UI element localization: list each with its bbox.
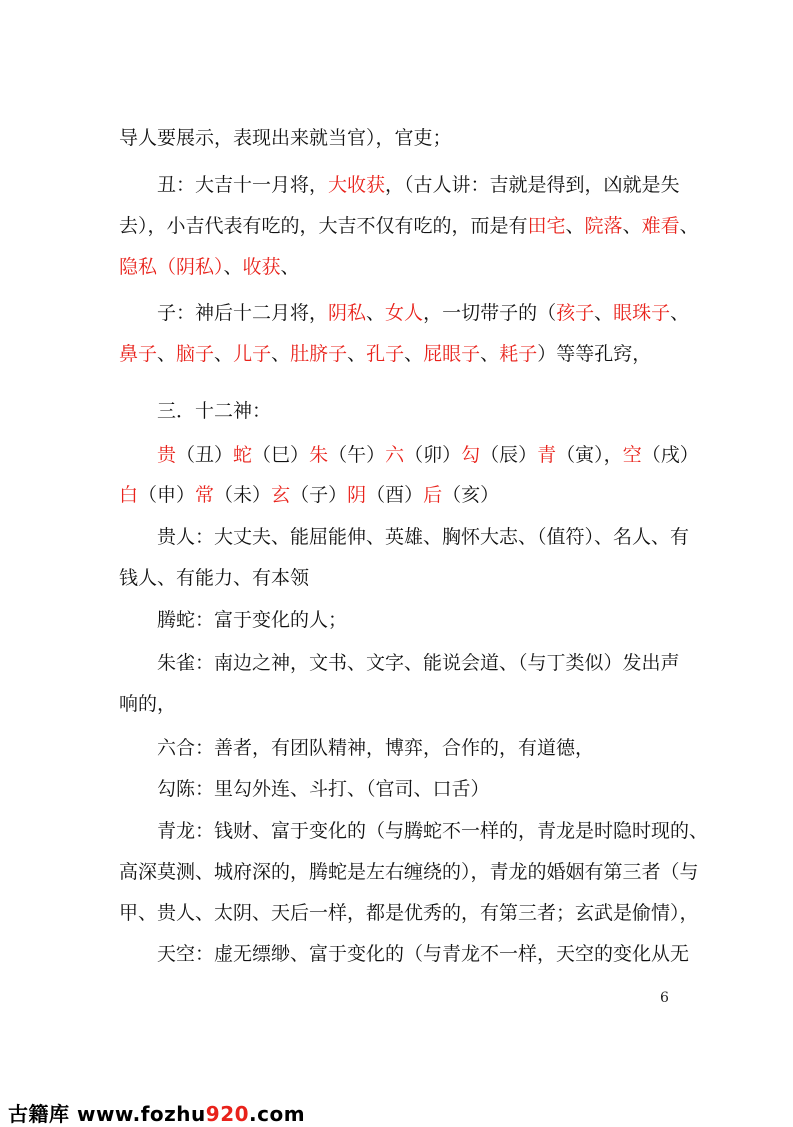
highlighted-term: 蛇: [233, 444, 253, 466]
text-segment: 三．十二神：: [157, 400, 272, 422]
highlighted-term: 常: [195, 484, 215, 506]
text-segment: 丑：大吉十一月将，: [157, 174, 329, 196]
text-segment: （卯）: [404, 444, 462, 466]
text-segment: 、: [214, 343, 234, 365]
text-line: [157, 607, 347, 633]
text-line: [119, 691, 176, 717]
text-segment: （未）: [214, 484, 272, 506]
highlighted-term: 难看: [641, 215, 680, 237]
highlighted-term: 隐私（阴私）: [119, 256, 224, 278]
highlighted-term: 贵: [157, 444, 177, 466]
highlighted-term: 收获: [242, 256, 281, 278]
text-segment: 、: [679, 215, 699, 237]
highlighted-term: 白: [119, 484, 139, 506]
text-segment: 天空：虚无缥缈、富于变化的（与青龙不一样，天空的变化从无: [157, 943, 690, 965]
text-segment: （亥）: [442, 484, 500, 506]
highlighted-term: 孔子: [366, 343, 405, 365]
text-segment: （辰）: [480, 444, 538, 466]
highlighted-term: 屁眼子: [423, 343, 481, 365]
text-segment: 、: [347, 343, 367, 365]
text-segment: 钱人、有能力、有本领: [119, 567, 310, 589]
text-segment: 高深莫测、城府深的，腾蛇是左右缠绕的），青龙的婚姻有第三者（与: [119, 861, 699, 883]
text-segment: 贵人：大丈夫、能屈能伸、英雄、胸怀大志、（值符）、名人、有: [157, 526, 690, 548]
text-segment: 六合：善者，有团队精神，博弈，合作的，有道德，: [157, 737, 595, 759]
text-line: [157, 818, 708, 844]
text-line: [157, 172, 680, 198]
highlighted-term: 儿子: [233, 343, 272, 365]
text-segment: 、: [670, 302, 690, 324]
text-segment: ，（古人讲：吉就是得到，凶就是失: [385, 174, 680, 196]
watermark-prefix: 古籍库 www.fozhu: [8, 1102, 206, 1126]
text-segment: 子：神后十二月将，: [157, 302, 329, 324]
text-segment: （子）: [290, 484, 348, 506]
text-segment: （午）: [328, 444, 386, 466]
text-line: [157, 398, 271, 424]
text-line: [119, 341, 651, 367]
highlighted-term: 田宅: [527, 215, 566, 237]
text-segment: 、: [157, 343, 177, 365]
text-line: [157, 300, 689, 326]
highlighted-term: 鼻子: [119, 343, 158, 365]
highlighted-term: 玄: [271, 484, 291, 506]
text-line: [157, 442, 699, 468]
text-segment: 腾蛇：富于变化的人；: [157, 609, 348, 631]
text-line: [119, 213, 699, 239]
highlighted-term: 眼珠子: [613, 302, 671, 324]
text-segment: （寅），: [556, 444, 623, 466]
highlighted-term: 耗子: [499, 343, 538, 365]
highlighted-term: 朱: [309, 444, 329, 466]
text-segment: 青龙：钱财、富于变化的（与腾蛇不一样的，青龙是时隐时现的、: [157, 820, 709, 842]
highlighted-term: 孩子: [556, 302, 595, 324]
text-segment: 去），小吉代表有吃的，大吉不仅有吃的，而是有: [119, 215, 528, 237]
text-line: [157, 735, 594, 761]
text-segment: 、: [223, 256, 243, 278]
text-segment: 甲、贵人、太阴、天后一样，都是优秀的，有第三者；玄武是偷情），: [119, 902, 699, 924]
text-line: [157, 941, 689, 967]
site-watermark[interactable]: [8, 1098, 305, 1127]
text-line: [119, 125, 452, 151]
text-segment: 、: [594, 302, 614, 324]
text-line: [119, 565, 309, 591]
text-segment: ，一切带子的（: [423, 302, 557, 324]
text-segment: 、: [271, 343, 291, 365]
text-segment: 朱雀：南边之神，文书、文字、能说会道、（与丁类似）发出声: [157, 652, 680, 674]
text-segment: （酉）: [366, 484, 424, 506]
text-line: [119, 900, 699, 926]
highlighted-term: 阴私: [328, 302, 367, 324]
text-segment: ）等等孔窍，: [537, 343, 652, 365]
text-segment: 、: [565, 215, 585, 237]
page-number: 6: [660, 990, 669, 1006]
text-line: [157, 776, 490, 802]
text-line: [119, 482, 499, 508]
text-segment: 、: [280, 256, 300, 278]
text-segment: （丑）: [176, 444, 234, 466]
text-line: [119, 254, 300, 280]
highlighted-term: 后: [423, 484, 443, 506]
highlighted-term: 勾: [461, 444, 481, 466]
highlighted-term: 大收获: [328, 174, 386, 196]
highlighted-term: 女人: [385, 302, 424, 324]
text-segment: 、: [404, 343, 424, 365]
text-segment: （巳）: [252, 444, 310, 466]
text-line: [119, 859, 699, 885]
highlighted-term: 六: [385, 444, 405, 466]
highlighted-term: 空: [622, 444, 642, 466]
highlighted-term: 阴: [347, 484, 367, 506]
highlighted-term: 青: [537, 444, 557, 466]
watermark-suffix: .com: [249, 1102, 306, 1126]
text-segment: （申）: [138, 484, 196, 506]
highlighted-term: 院落: [584, 215, 623, 237]
highlighted-term: 脑子: [176, 343, 215, 365]
text-line: [157, 650, 680, 676]
text-segment: （戌）: [641, 444, 699, 466]
text-segment: 、: [480, 343, 500, 365]
text-segment: 勾陈：里勾外连、斗打、（官司、口舌）: [157, 778, 490, 800]
watermark-highlight: 920: [205, 1102, 250, 1126]
text-segment: 响的，: [119, 693, 177, 715]
text-segment: 、: [622, 215, 642, 237]
text-segment: 、: [366, 302, 386, 324]
text-segment: 导人要展示，表现出来就当官），官吏；: [119, 127, 452, 149]
text-line: [157, 524, 689, 550]
highlighted-term: 肚脐子: [290, 343, 348, 365]
